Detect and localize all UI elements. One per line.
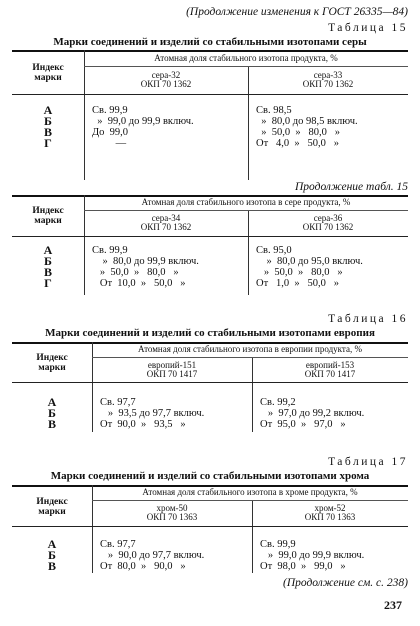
table-15-index-header: Индекс марки — [32, 63, 64, 83]
table-16-group-header: Атомная доля стабильного изотопа в европии продукта, % — [138, 344, 362, 354]
table-16-col1-values: Св. 97,7 » 93,5 до 97,7 включ. От 90,0 » 93,5 » — [100, 397, 205, 430]
table-15-group-header: Атомная доля стабильного изотопа продукта, % — [154, 53, 338, 63]
table-15-continued — [12, 195, 408, 295]
table-16-number: Таблица 16 — [328, 313, 408, 325]
table-17-col2-values: Св. 99,9 » 99,0 до 99,9 включ. От 98,0 » 99,0 » — [260, 539, 365, 572]
table-15-col2-header: сера-33 ОКП 70 1362 — [302, 70, 354, 90]
table-15b-group-header: Атомная доля стабильного изотопа в сере продукта, % — [141, 197, 351, 207]
table-17-col1-header: хром-50 ОКП 70 1363 — [146, 503, 198, 523]
header-continuation: (Продолжение изменения к ГОСТ 26335—84) — [186, 6, 408, 18]
table-15b-col1-values: Св. 99,9 » 80,0 до 99,9 включ. » 50,0 » 80,0 » От 10,0 » 50,0 » — [92, 245, 199, 289]
table-17-col2-header: хром-52 ОКП 70 1363 — [304, 503, 356, 523]
table-17-grade-letters: А Б В — [47, 537, 57, 573]
table-17 — [12, 485, 408, 573]
table-17-col1-values: Св. 97,7 » 90,0 до 97,7 включ. От 80,0 » 90,0 » — [100, 539, 205, 572]
table-15b-col2-header: сера-36 ОКП 70 1362 — [302, 213, 354, 233]
table-17-index-header: Индекс марки — [36, 497, 68, 517]
table-15-title: Марки соединений и изделий со стабильными изотопами серы — [53, 36, 367, 48]
footer-continuation: (Продолжение см. с. 238) — [283, 577, 408, 589]
table-16-title: Марки соединений и изделий со стабильными изотопами европия — [45, 327, 375, 339]
page-number: 237 — [384, 598, 402, 612]
table-15b-grade-letters: А Б В Г — [43, 243, 53, 290]
table-15-number: Таблица 15 — [328, 22, 408, 34]
table-16-index-header: Индекс марки — [36, 353, 68, 373]
table-15-col1-values: Св. 99,9 » 99,0 до 99,9 включ. До 99,0 — — [92, 105, 194, 149]
table-16 — [12, 342, 408, 432]
table-15b-col1-header: сера-34 ОКП 70 1362 — [140, 213, 192, 233]
table-15-grade-letters: А Б В Г — [43, 103, 53, 150]
table-17-title: Марки соединений и изделий со стабильными изотопами хрома — [50, 470, 370, 482]
table-15 — [12, 50, 408, 180]
table-16-col2-values: Св. 99,2 » 97,0 до 99,2 включ. От 95,0 » 97,0 » — [260, 397, 365, 430]
table-17-group-header: Атомная доля стабильного изотопа в хроме продукта, % — [142, 487, 358, 497]
table-17-number: Таблица 17 — [328, 456, 408, 468]
table-15-continuation: Продолжение табл. 15 — [295, 181, 408, 193]
table-16-col1-header: европий-151 ОКП 70 1417 — [146, 360, 198, 380]
table-16-grade-letters: А Б В — [47, 395, 57, 431]
table-15-col1-header: сера-32 ОКП 70 1362 — [140, 70, 192, 90]
table-15b-col2-values: Св. 95,0 » 80,0 до 95,0 включ. » 50,0 » 80,0 » От 1,0 » 50,0 » — [256, 245, 363, 289]
table-16-col2-header: европий-153 ОКП 70 1417 — [304, 360, 356, 380]
table-15-col2-values: Св. 98,5 » 80,0 до 98,5 включ. » 50,0 » 80,0 » От 4,0 » 50,0 » — [256, 105, 358, 149]
table-15b-index-header: Индекс марки — [32, 206, 64, 226]
